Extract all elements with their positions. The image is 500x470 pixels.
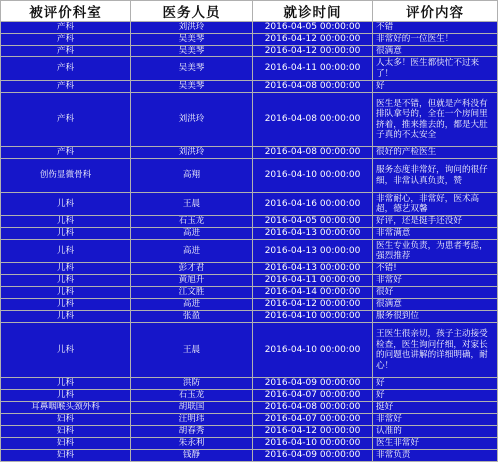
cell-comment[interactable]: 不错 bbox=[373, 22, 498, 34]
cell-department[interactable]: 产科 bbox=[1, 93, 131, 147]
header-visit-time[interactable]: 就诊时间 bbox=[253, 1, 373, 22]
cell-staff[interactable]: 刘洪玲 bbox=[131, 93, 253, 147]
cell-staff[interactable]: 石玉龙 bbox=[131, 216, 253, 228]
cell-staff[interactable]: 刘洪玲 bbox=[131, 22, 253, 34]
cell-visit-time[interactable]: 2016-04-05 00:00:00 bbox=[253, 22, 373, 34]
cell-comment[interactable]: 不错! bbox=[373, 263, 498, 275]
cell-comment[interactable]: 好 bbox=[373, 378, 498, 390]
cell-department[interactable]: 妇科 bbox=[1, 438, 131, 450]
cell-staff[interactable]: 彭才君 bbox=[131, 263, 253, 275]
table-row[interactable] bbox=[1, 45, 498, 57]
cell-comment[interactable]: 非常好的一位医生！ bbox=[373, 34, 498, 46]
cell-department[interactable]: 儿科 bbox=[1, 240, 131, 263]
cell-department[interactable]: 儿科 bbox=[1, 275, 131, 287]
header-staff[interactable]: 医务人员 bbox=[131, 1, 253, 22]
table-row[interactable] bbox=[1, 263, 498, 275]
cell-comment[interactable]: 非常好 bbox=[373, 275, 498, 287]
header-department[interactable]: 被评价科室 bbox=[1, 1, 131, 22]
cell-staff[interactable]: 高进 bbox=[131, 299, 253, 311]
table-row[interactable] bbox=[1, 34, 498, 46]
cell-department[interactable]: 儿科 bbox=[1, 287, 131, 299]
cell-visit-time[interactable]: 2016-04-10 00:00:00 bbox=[253, 438, 373, 450]
cell-visit-time[interactable]: 2016-04-13 00:00:00 bbox=[253, 263, 373, 275]
table-row[interactable] bbox=[1, 311, 498, 323]
cell-visit-time[interactable]: 2016-04-16 00:00:00 bbox=[253, 193, 373, 216]
cell-staff[interactable]: 高进 bbox=[131, 240, 253, 263]
header-comment[interactable]: 评价内容 bbox=[373, 1, 498, 22]
cell-staff[interactable]: 吴美琴 bbox=[131, 34, 253, 46]
cell-staff[interactable]: 刘洪玲 bbox=[131, 147, 253, 159]
cell-visit-time[interactable]: 2016-04-08 00:00:00 bbox=[253, 93, 373, 147]
header-row bbox=[1, 1, 498, 22]
cell-comment[interactable]: 医生专业负责，为患者考虑，强烈推荐 bbox=[373, 240, 498, 263]
cell-comment[interactable]: 服务很到位 bbox=[373, 311, 498, 323]
table-row[interactable] bbox=[1, 438, 498, 450]
cell-staff[interactable]: 张盈 bbox=[131, 311, 253, 323]
cell-staff[interactable]: 汪明玮 bbox=[131, 414, 253, 426]
table-body bbox=[1, 22, 498, 462]
table-row[interactable] bbox=[1, 81, 498, 93]
table-header bbox=[1, 1, 498, 22]
table-row[interactable] bbox=[1, 216, 498, 228]
cell-staff[interactable]: 王晨 bbox=[131, 193, 253, 216]
cell-comment[interactable]: 医生非常好 bbox=[373, 438, 498, 450]
cell-visit-time[interactable]: 2016-04-05 00:00:00 bbox=[253, 216, 373, 228]
cell-visit-time[interactable]: 2016-04-11 00:00:00 bbox=[253, 275, 373, 287]
cell-visit-time[interactable]: 2016-04-08 00:00:00 bbox=[253, 81, 373, 93]
cell-visit-time[interactable]: 2016-04-13 00:00:00 bbox=[253, 228, 373, 240]
cell-staff[interactable]: 朱永利 bbox=[131, 438, 253, 450]
table-row[interactable] bbox=[1, 426, 498, 438]
cell-comment[interactable]: 好 bbox=[373, 390, 498, 402]
cell-comment[interactable]: 服务态度非常好，询问的很仔细，非常认真负责，赞 bbox=[373, 159, 498, 193]
cell-department[interactable]: 妇科 bbox=[1, 414, 131, 426]
cell-department[interactable]: 儿科 bbox=[1, 216, 131, 228]
cell-visit-time[interactable]: 2016-04-10 00:00:00 bbox=[253, 311, 373, 323]
cell-comment[interactable]: 医生是不错，但就是产科没有排队拿号的，全在一个房间里挤着，推来推去的，都是大肚子真的不太安全 bbox=[373, 93, 498, 147]
cell-staff[interactable]: 胡春秀 bbox=[131, 426, 253, 438]
cell-staff[interactable]: 胡联国 bbox=[131, 402, 253, 414]
cell-comment[interactable]: 非常耐心，非常好，医术高超，德艺双馨 bbox=[373, 193, 498, 216]
cell-comment[interactable]: 非常好 bbox=[373, 414, 498, 426]
cell-department[interactable]: 产科 bbox=[1, 147, 131, 159]
cell-staff[interactable]: 高翔 bbox=[131, 159, 253, 193]
table-row[interactable] bbox=[1, 93, 498, 147]
cell-department[interactable]: 产科 bbox=[1, 57, 131, 81]
cell-department[interactable]: 儿科 bbox=[1, 311, 131, 323]
table-row[interactable] bbox=[1, 402, 498, 414]
table-row[interactable] bbox=[1, 240, 498, 263]
table-row[interactable] bbox=[1, 378, 498, 390]
table-row[interactable] bbox=[1, 147, 498, 159]
cell-staff[interactable]: 王晨 bbox=[131, 323, 253, 378]
table-row[interactable] bbox=[1, 299, 498, 311]
cell-staff[interactable]: 黄旭升 bbox=[131, 275, 253, 287]
cell-comment[interactable]: 很满意 bbox=[373, 299, 498, 311]
cell-visit-time[interactable]: 2016-04-07 00:00:00 bbox=[253, 414, 373, 426]
cell-staff[interactable]: 吴美琴 bbox=[131, 57, 253, 81]
cell-comment[interactable]: 非常满意 bbox=[373, 228, 498, 240]
cell-visit-time[interactable]: 2016-04-12 00:00:00 bbox=[253, 34, 373, 46]
cell-staff[interactable]: 钱静 bbox=[131, 450, 253, 462]
cell-department[interactable]: 耳鼻咽喉头颈外科 bbox=[1, 402, 131, 414]
cell-visit-time[interactable]: 2016-04-12 00:00:00 bbox=[253, 299, 373, 311]
cell-comment[interactable]: 王医生很亲切，孩子主动接受检查，医生询问仔细，对家长的问题也讲解的详细明确，耐心！ bbox=[373, 323, 498, 378]
table-row[interactable] bbox=[1, 414, 498, 426]
cell-department[interactable]: 儿科 bbox=[1, 323, 131, 378]
cell-staff[interactable]: 吴美琴 bbox=[131, 81, 253, 93]
table-row[interactable] bbox=[1, 159, 498, 193]
cell-department[interactable]: 产科 bbox=[1, 34, 131, 46]
cell-comment[interactable]: 好 bbox=[373, 81, 498, 93]
table-row[interactable] bbox=[1, 228, 498, 240]
table-row[interactable] bbox=[1, 275, 498, 287]
cell-department[interactable]: 创伤显微骨科 bbox=[1, 159, 131, 193]
cell-visit-time[interactable]: 2016-04-12 00:00:00 bbox=[253, 426, 373, 438]
cell-comment[interactable]: 好评，还是挺手还没好 bbox=[373, 216, 498, 228]
cell-department[interactable]: 儿科 bbox=[1, 390, 131, 402]
cell-visit-time[interactable]: 2016-04-09 00:00:00 bbox=[253, 450, 373, 462]
cell-department[interactable]: 妇科 bbox=[1, 450, 131, 462]
table-row[interactable] bbox=[1, 287, 498, 299]
cell-visit-time[interactable]: 2016-04-11 00:00:00 bbox=[253, 57, 373, 81]
cell-staff[interactable]: 江文胜 bbox=[131, 287, 253, 299]
cell-comment[interactable]: 很好 bbox=[373, 287, 498, 299]
cell-comment[interactable]: 很满意 bbox=[373, 45, 498, 57]
cell-comment[interactable]: 非常负责 bbox=[373, 450, 498, 462]
cell-visit-time[interactable]: 2016-04-12 00:00:00 bbox=[253, 45, 373, 57]
cell-staff[interactable]: 高进 bbox=[131, 228, 253, 240]
cell-comment[interactable]: 很好的产检医生 bbox=[373, 147, 498, 159]
cell-visit-time[interactable]: 2016-04-10 00:00:00 bbox=[253, 323, 373, 378]
table-row[interactable] bbox=[1, 390, 498, 402]
table-row[interactable] bbox=[1, 57, 498, 81]
cell-visit-time[interactable]: 2016-04-08 00:00:00 bbox=[253, 147, 373, 159]
cell-staff[interactable]: 洪防 bbox=[131, 378, 253, 390]
cell-visit-time[interactable]: 2016-04-09 00:00:00 bbox=[253, 378, 373, 390]
table-row[interactable] bbox=[1, 323, 498, 378]
cell-department[interactable]: 儿科 bbox=[1, 378, 131, 390]
cell-staff[interactable]: 吴美琴 bbox=[131, 45, 253, 57]
cell-department[interactable]: 儿科 bbox=[1, 263, 131, 275]
cell-visit-time[interactable]: 2016-04-13 00:00:00 bbox=[253, 240, 373, 263]
cell-visit-time[interactable]: 2016-04-08 00:00:00 bbox=[253, 402, 373, 414]
cell-department[interactable]: 儿科 bbox=[1, 193, 131, 216]
table-row[interactable] bbox=[1, 450, 498, 462]
cell-staff[interactable]: 石玉龙 bbox=[131, 390, 253, 402]
cell-department[interactable]: 产科 bbox=[1, 22, 131, 34]
table-row[interactable] bbox=[1, 193, 498, 216]
cell-visit-time[interactable]: 2016-04-14 00:00:00 bbox=[253, 287, 373, 299]
cell-visit-time[interactable]: 2016-04-07 00:00:00 bbox=[253, 390, 373, 402]
cell-department[interactable]: 儿科 bbox=[1, 299, 131, 311]
cell-comment[interactable]: 认准的 bbox=[373, 426, 498, 438]
table-row[interactable] bbox=[1, 22, 498, 34]
cell-department[interactable]: 儿科 bbox=[1, 228, 131, 240]
cell-comment[interactable]: 挺好 bbox=[373, 402, 498, 414]
cell-visit-time[interactable]: 2016-04-10 00:00:00 bbox=[253, 159, 373, 193]
cell-department[interactable]: 妇科 bbox=[1, 426, 131, 438]
cell-department[interactable]: 产科 bbox=[1, 81, 131, 93]
cell-department[interactable]: 产科 bbox=[1, 45, 131, 57]
cell-comment[interactable]: 人太多！医生都快忙不过来了！ bbox=[373, 57, 498, 81]
